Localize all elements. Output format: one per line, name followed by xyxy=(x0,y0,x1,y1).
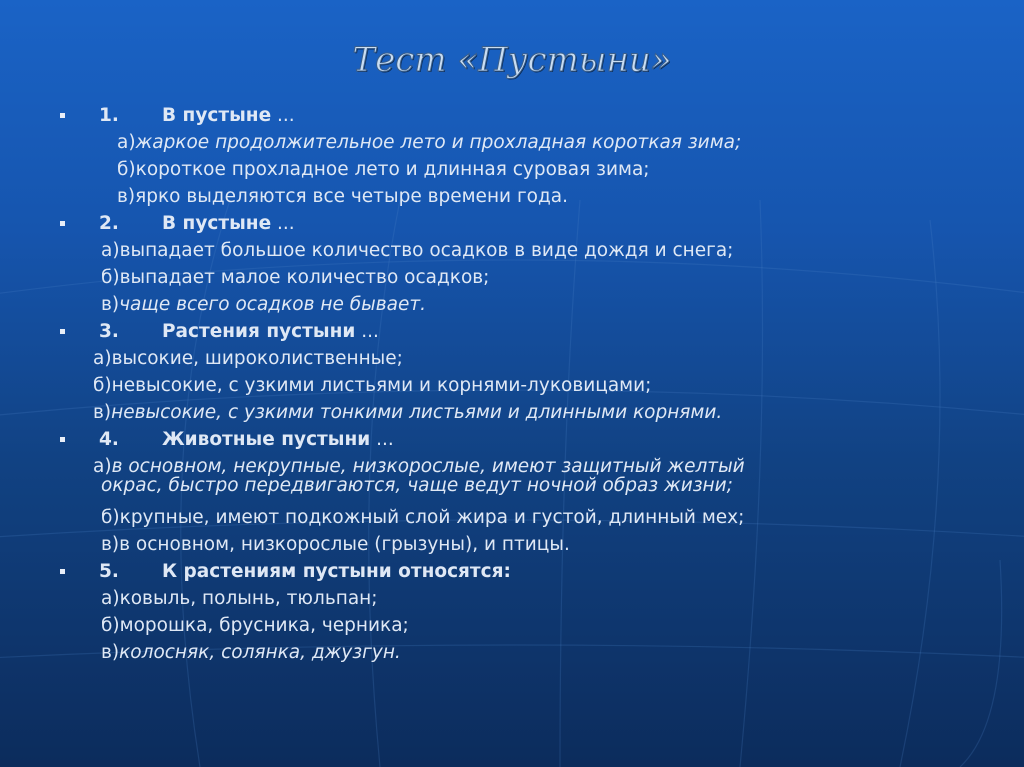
answer-option xyxy=(0,264,1024,291)
question-ellipsis: ... xyxy=(370,429,394,450)
question-title-group xyxy=(162,102,295,129)
answer-option xyxy=(0,531,1024,558)
question-ellipsis: ... xyxy=(355,321,379,342)
answer-text-group xyxy=(101,585,378,612)
answer-option xyxy=(0,612,1024,639)
bullet-icon xyxy=(60,569,65,574)
answer-letter: в) xyxy=(93,402,112,423)
answer-option xyxy=(0,639,1024,666)
answer-option xyxy=(0,585,1024,612)
answer-letter: б) xyxy=(101,267,120,288)
answer-text-group xyxy=(117,129,741,156)
answer-text: выпадает малое количество осадков; xyxy=(119,267,490,288)
question-number: 1. xyxy=(99,105,119,126)
answer-text-group xyxy=(117,156,650,183)
answer-option xyxy=(0,237,1024,264)
answer-option xyxy=(0,504,1024,531)
question-ellipsis: ... xyxy=(271,213,295,234)
question-list xyxy=(0,102,1024,666)
answer-letter: в) xyxy=(117,186,136,207)
answer-letter: а) xyxy=(93,456,112,477)
bullet-icon xyxy=(60,437,65,442)
answer-text: жаркое продолжительное лето и прохладная короткая зима; xyxy=(135,132,742,153)
answer-text-group xyxy=(93,399,722,426)
answer-text: высокие, широколиственные; xyxy=(111,348,403,369)
bullet-icon xyxy=(60,329,65,334)
answer-continuation xyxy=(0,475,1024,504)
question-title-group xyxy=(162,210,295,237)
answer-letter: в) xyxy=(101,534,120,555)
answer-text: в основном, низкорослые (грызуны), и птицы. xyxy=(119,534,570,555)
question-heading xyxy=(0,558,1024,585)
question-heading xyxy=(0,426,1024,453)
answer-text: колосняк, солянка, джузгун. xyxy=(119,642,401,663)
answer-letter: б) xyxy=(93,375,112,396)
answer-letter: б) xyxy=(117,159,136,180)
answer-text: в основном, некрупные, низкорослые, имеют защитный желтый xyxy=(111,456,745,477)
answer-text-group xyxy=(117,183,568,210)
answer-option xyxy=(0,156,1024,183)
question-title-group xyxy=(162,318,379,345)
answer-text-group xyxy=(101,531,570,558)
answer-option xyxy=(0,399,1024,426)
answer-option xyxy=(0,129,1024,156)
answer-text-group xyxy=(101,237,733,264)
answer-text-group xyxy=(101,639,401,666)
question-ellipsis: ... xyxy=(271,105,295,126)
question-number: 2. xyxy=(99,213,119,234)
answer-letter: а) xyxy=(117,132,136,153)
answer-option xyxy=(0,372,1024,399)
answer-letter: в) xyxy=(101,294,120,315)
answer-letter: а) xyxy=(101,240,120,261)
answer-text: ярко выделяются все четыре времени года. xyxy=(135,186,568,207)
question-heading xyxy=(0,102,1024,129)
answer-text-group xyxy=(93,372,651,399)
answer-text-group xyxy=(101,504,744,531)
answer-option xyxy=(0,183,1024,210)
question-title-group xyxy=(162,426,394,453)
question-number: 5. xyxy=(99,561,119,582)
question-heading xyxy=(0,318,1024,345)
answer-text: невысокие, с узкими тонкими листьями и длинными корнями. xyxy=(111,402,723,423)
question-title: Животные пустыни xyxy=(162,429,371,450)
answer-text: ковыль, полынь, тюльпан; xyxy=(119,588,378,609)
answer-letter: б) xyxy=(101,507,120,528)
question-number: 4. xyxy=(99,429,119,450)
answer-text-continued: окрас, быстро передвигаются, чаще ведут ночной образ жизни; xyxy=(101,475,733,496)
answer-letter: б) xyxy=(101,615,120,636)
answer-text-group xyxy=(93,345,403,372)
answer-option xyxy=(0,345,1024,372)
answer-text: короткое прохладное лето и длинная суровая зима; xyxy=(135,159,650,180)
answer-text-group xyxy=(101,291,426,318)
bullet-icon xyxy=(60,221,65,226)
answer-text: чаще всего осадков не бывает. xyxy=(119,294,427,315)
question-heading xyxy=(0,210,1024,237)
question-number: 3. xyxy=(99,321,119,342)
answer-text-group xyxy=(101,264,489,291)
bullet-icon xyxy=(60,113,65,118)
question-title: В пустыне xyxy=(162,105,272,126)
answer-text: невысокие, с узкими листьями и корнями-луковицами; xyxy=(111,375,652,396)
answer-option xyxy=(0,291,1024,318)
answer-text: выпадает большое количество осадков в виде дождя и снега; xyxy=(119,240,734,261)
question-title-group xyxy=(162,558,511,585)
answer-letter: а) xyxy=(93,348,112,369)
answer-text-group xyxy=(101,612,409,639)
question-title: Растения пустыни xyxy=(162,321,356,342)
answer-letter: а) xyxy=(101,588,120,609)
answer-text: морошка, брусника, черника; xyxy=(119,615,409,636)
question-title: К растениям пустыни относятся: xyxy=(162,561,511,582)
answer-text: крупные, имеют подкожный слой жира и густой, длинный мех; xyxy=(119,507,745,528)
question-title: В пустыне xyxy=(162,213,272,234)
answer-letter: в) xyxy=(101,642,120,663)
slide-title: Тест «Пустыни» xyxy=(352,40,672,80)
